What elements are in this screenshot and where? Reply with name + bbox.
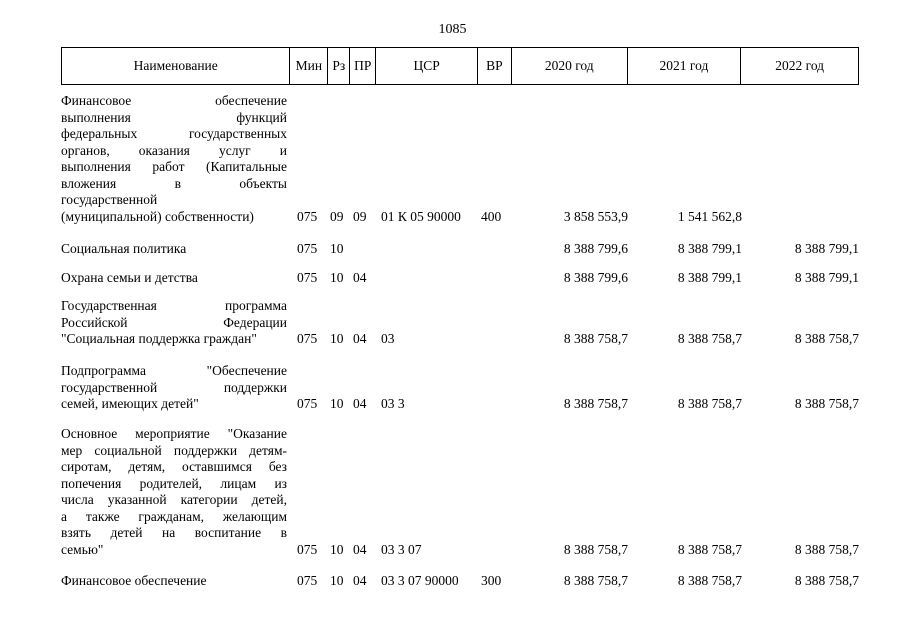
row-name-line: семью" bbox=[61, 541, 104, 557]
row-value-2022: 8 388 758,7 bbox=[794, 573, 859, 588]
row-name-line: а также гражданам, желающим bbox=[61, 508, 287, 524]
row-name-line: Финансовое обеспечение bbox=[61, 93, 287, 108]
row-name-line: сиротам, детям, оставшимся без bbox=[61, 459, 287, 474]
row-name-line: вложения в объекты bbox=[61, 175, 287, 191]
row-value-2022: 8 388 799,1 bbox=[794, 270, 859, 285]
header-min: Мин bbox=[290, 48, 328, 84]
row-min: 075 bbox=[297, 270, 318, 285]
row-pr: 09 bbox=[353, 208, 367, 224]
row-value-2020: 8 388 799,6 bbox=[563, 270, 628, 285]
row-name-line: семей, имеющих детей" bbox=[61, 396, 199, 411]
row-value-2021: 8 388 758,7 bbox=[677, 541, 742, 557]
row-value-2021: 8 388 758,7 bbox=[677, 331, 742, 346]
row-name bbox=[61, 298, 287, 348]
table-row bbox=[61, 363, 861, 413]
row-value-2020: 8 388 799,6 bbox=[563, 241, 628, 256]
row-name-line: государственной поддержки bbox=[61, 379, 287, 395]
row-min: 075 bbox=[297, 573, 318, 588]
row-min: 075 bbox=[297, 331, 318, 346]
row-name bbox=[61, 241, 287, 258]
row-pr: 04 bbox=[353, 396, 367, 411]
row-csr: 03 3 07 90000 bbox=[381, 573, 459, 588]
header-csr: ЦСР bbox=[376, 48, 478, 84]
row-rz: 10 bbox=[330, 270, 344, 285]
row-name bbox=[61, 93, 287, 225]
row-name-line: выполнения функций bbox=[61, 109, 287, 125]
row-rz: 10 bbox=[330, 541, 344, 557]
row-name-line: органов, оказания услуг и bbox=[61, 142, 287, 158]
row-value-2020: 8 388 758,7 bbox=[563, 396, 628, 411]
row-value-2020: 8 388 758,7 bbox=[563, 541, 628, 557]
row-pr: 04 bbox=[353, 573, 367, 588]
row-min: 075 bbox=[297, 396, 318, 411]
row-min: 075 bbox=[297, 241, 318, 256]
row-name-line: федеральных государственных bbox=[61, 126, 287, 141]
row-value-2021: 8 388 758,7 bbox=[677, 396, 742, 411]
row-pr: 04 bbox=[353, 270, 367, 285]
header-pr: ПР bbox=[350, 48, 376, 84]
row-csr: 03 bbox=[381, 331, 395, 346]
table-row bbox=[61, 298, 861, 348]
row-value-2022: 8 388 758,7 bbox=[794, 396, 859, 411]
row-name-line: мер социальной поддержки детям- bbox=[61, 442, 287, 458]
row-name-line: числа указанной категории детей, bbox=[61, 492, 287, 507]
row-vr: 400 bbox=[481, 208, 502, 224]
page-number: 1085 bbox=[438, 22, 467, 37]
row-value-2020: 8 388 758,7 bbox=[563, 573, 628, 588]
row-name-line: Основное мероприятие "Оказание bbox=[61, 426, 287, 441]
row-vr: 300 bbox=[481, 573, 502, 588]
table-row bbox=[61, 270, 861, 287]
row-name bbox=[61, 426, 287, 558]
row-value-2022: 8 388 758,7 bbox=[794, 331, 859, 346]
table-row bbox=[61, 426, 861, 558]
header-year-2020: 2020 год bbox=[512, 48, 628, 84]
row-rz: 10 bbox=[330, 396, 344, 411]
row-value-2021: 8 388 799,1 bbox=[677, 270, 742, 285]
row-value-2020: 3 858 553,9 bbox=[563, 208, 628, 224]
row-value-2021: 1 541 562,8 bbox=[677, 208, 742, 224]
row-name-line: выполнения работ (Капитальные bbox=[61, 159, 287, 174]
row-csr: 03 3 07 bbox=[381, 541, 422, 557]
row-name-line: "Социальная поддержка граждан" bbox=[61, 331, 257, 346]
table-row bbox=[61, 241, 861, 258]
row-pr: 04 bbox=[353, 541, 367, 557]
row-value-2022: 8 388 758,7 bbox=[794, 541, 859, 557]
table-row bbox=[61, 93, 861, 225]
row-value-2021: 8 388 799,1 bbox=[677, 241, 742, 256]
row-name-line: попечения родителей, лицам из bbox=[61, 475, 287, 491]
header-name: Наименование bbox=[62, 48, 290, 84]
row-name bbox=[61, 363, 287, 413]
row-name bbox=[61, 270, 287, 287]
table-header bbox=[61, 47, 859, 85]
row-value-2021: 8 388 758,7 bbox=[677, 573, 742, 588]
header-vr: ВР bbox=[478, 48, 512, 84]
row-value-2020: 8 388 758,7 bbox=[563, 331, 628, 346]
row-pr: 04 bbox=[353, 331, 367, 346]
row-name-line: Финансовое обеспечение bbox=[61, 573, 207, 588]
header-rz: Рз bbox=[328, 48, 350, 84]
row-rz: 09 bbox=[330, 208, 344, 224]
row-csr: 03 3 bbox=[381, 396, 405, 411]
header-year-2021: 2021 год bbox=[628, 48, 742, 84]
row-name bbox=[61, 573, 287, 590]
row-csr: 01 К 05 90000 bbox=[381, 208, 461, 224]
row-name-line: Государственная программа bbox=[61, 298, 287, 313]
row-min: 075 bbox=[297, 541, 318, 557]
table-row bbox=[61, 573, 861, 590]
row-name-line: Российской Федерации bbox=[61, 314, 287, 330]
row-rz: 10 bbox=[330, 241, 344, 256]
row-name-line: Подпрограмма "Обеспечение bbox=[61, 363, 287, 378]
header-year-2022: 2022 год bbox=[775, 58, 825, 73]
row-name-line: (муниципальной) собственности) bbox=[61, 208, 254, 224]
row-name-line: Социальная политика bbox=[61, 241, 187, 256]
row-min: 075 bbox=[297, 208, 318, 224]
row-name-line: взять детей на воспитание в bbox=[61, 525, 287, 540]
row-rz: 10 bbox=[330, 573, 344, 588]
row-name-line: Охрана семьи и детства bbox=[61, 270, 198, 285]
row-name-line: государственной bbox=[61, 192, 158, 207]
row-value-2022: 8 388 799,1 bbox=[794, 241, 859, 256]
row-rz: 10 bbox=[330, 331, 344, 346]
